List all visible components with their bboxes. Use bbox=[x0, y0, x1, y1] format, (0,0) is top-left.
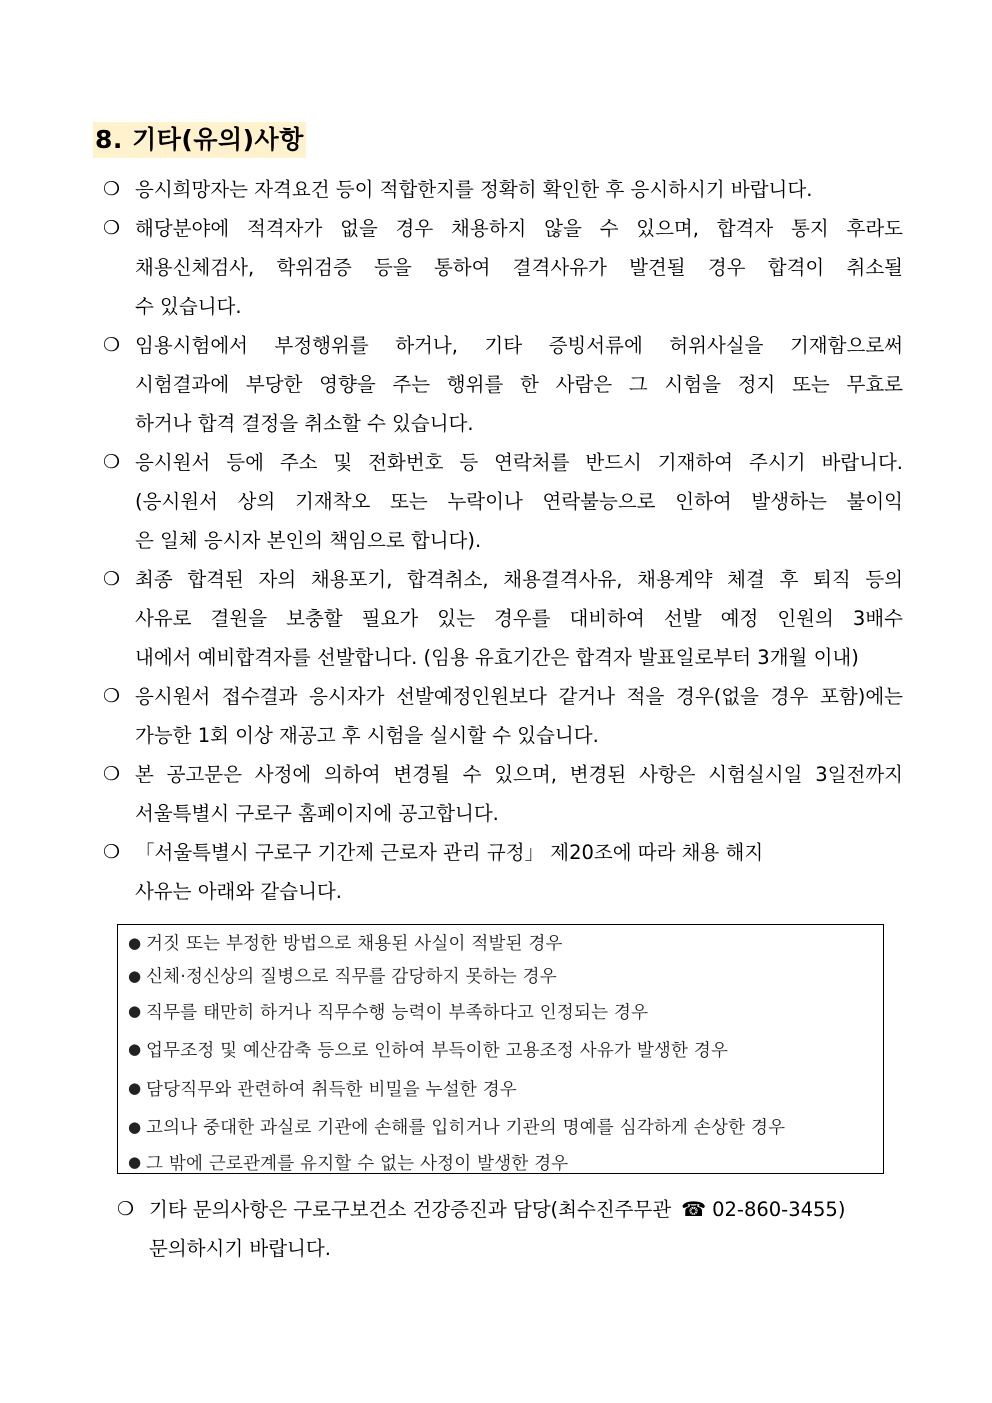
notice-item bbox=[103, 755, 903, 833]
notice-line: 임용시험에서 부정행위를 하거나, 기타 증빙서류에 허위사실을 기재함으로써 bbox=[135, 334, 903, 357]
contact-phone: 02-860-3455) bbox=[712, 1198, 846, 1221]
notice-line: 내에서 예비합격자를 선발합니다. (임용 유효기간은 합격자 발표일로부터 3개월 이내) bbox=[135, 646, 859, 669]
notice-line: 사유는 아래와 같습니다. bbox=[135, 880, 342, 903]
circle-bullet-icon: ❍ bbox=[103, 217, 121, 239]
list-item bbox=[128, 1069, 883, 1107]
notice-line: 시험결과에 부당한 영향을 주는 행위를 한 사람은 그 시험을 정지 또는 무효로 bbox=[135, 373, 903, 396]
notice-item bbox=[103, 326, 903, 443]
dot-bullet-icon: ● bbox=[128, 1117, 142, 1136]
notice-list bbox=[103, 170, 903, 911]
dot-bullet-icon: ● bbox=[128, 1002, 142, 1020]
contact-text: 기타 문의사항은 구로구보건소 건강증진과 담당(최수진주무관 bbox=[149, 1198, 672, 1221]
notice-item bbox=[103, 677, 903, 755]
notice-line: 응시원서 접수결과 응시자가 선발예정인원보다 같거나 적을 경우(없을 경우 포함)에는 bbox=[135, 685, 903, 708]
notice-line: 응시희망자는 자격요건 등이 적합한지를 정확히 확인한 후 응시하시기 바랍니다. bbox=[135, 178, 813, 201]
dot-bullet-icon: ● bbox=[128, 1040, 142, 1058]
ground-text: 직무를 태만히 하거나 직무수행 능력이 부족하다고 인정되는 경우 bbox=[146, 1002, 649, 1023]
section-title: 8. 기타(유의)사항 bbox=[93, 122, 306, 158]
notice-item bbox=[103, 170, 903, 209]
dot-bullet-icon: ● bbox=[128, 1153, 142, 1171]
notice-line: 은 일체 응시자 본인의 책임으로 합니다). bbox=[135, 529, 482, 552]
ground-text: 그 밖에 근로관계를 유지할 수 없는 사정이 발생한 경우 bbox=[146, 1153, 569, 1174]
notice-line: 수 있습니다. bbox=[135, 295, 242, 318]
dot-bullet-icon: ● bbox=[128, 1079, 142, 1097]
notice-item bbox=[103, 443, 903, 560]
list-item bbox=[128, 1107, 883, 1146]
termination-grounds-box bbox=[117, 924, 884, 1174]
notice-line: (응시원서 상의 기재착오 또는 누락이나 연락불능으로 인하여 발생하는 불이익 bbox=[135, 490, 903, 513]
list-item bbox=[128, 925, 883, 958]
notice-item bbox=[103, 560, 903, 677]
circle-bullet-icon: ❍ bbox=[103, 685, 121, 707]
contact-item bbox=[117, 1190, 897, 1268]
ground-text: 거짓 또는 부정한 방법으로 채용된 사실이 적발된 경우 bbox=[146, 934, 563, 954]
notice-line: 최종 합격된 자의 채용포기, 합격취소, 채용결격사유, 채용계약 체결 후 퇴직 등의 bbox=[135, 568, 903, 591]
circle-bullet-icon: ❍ bbox=[103, 841, 121, 863]
notice-line: 하거나 합격 결정을 취소할 수 있습니다. bbox=[135, 412, 474, 435]
notice-line: 서울특별시 구로구 홈페이지에 공고합니다. bbox=[135, 802, 499, 825]
notice-line: 채용신체검사, 학위검증 등을 통하여 결격사유가 발견될 경우 합격이 취소될 bbox=[135, 256, 903, 279]
ground-text: 신체·정신상의 질병으로 직무를 감당하지 못하는 경우 bbox=[146, 967, 557, 987]
list-item bbox=[128, 993, 883, 1029]
dot-bullet-icon: ● bbox=[128, 933, 142, 952]
notice-line: 응시원서 등에 주소 및 전화번호 등 연락처를 반드시 기재하여 주시기 바랍니다. bbox=[135, 451, 903, 474]
circle-bullet-icon: ❍ bbox=[103, 763, 121, 785]
notice-line: 해당분야에 적격자가 없을 경우 채용하지 않을 수 있으며, 합격자 통지 후라도 bbox=[135, 217, 903, 240]
ground-text: 담당직무와 관련하여 취득한 비밀을 누설한 경우 bbox=[146, 1079, 517, 1100]
contact-text-2: 문의하시기 바랍니다. bbox=[149, 1237, 331, 1260]
notice-item bbox=[103, 833, 903, 911]
circle-bullet-icon: ❍ bbox=[103, 334, 121, 356]
notice-line: 본 공고문은 사정에 의하여 변경될 수 있으며, 변경된 사항은 시험실시일 3일전까지 bbox=[135, 763, 903, 786]
list-item bbox=[128, 1146, 883, 1178]
ground-text: 고의나 중대한 과실로 기관에 손해를 입히거나 기관의 명예를 심각하게 손상한 경우 bbox=[146, 1118, 786, 1138]
list-item bbox=[128, 958, 883, 993]
ground-text: 업무조정 및 예산감축 등으로 인하여 부득이한 고용조정 사유가 발생한 경우 bbox=[146, 1040, 729, 1061]
telephone-icon: ☎ bbox=[681, 1197, 707, 1221]
dot-bullet-icon: ● bbox=[128, 966, 142, 985]
circle-bullet-icon: ❍ bbox=[103, 178, 121, 200]
circle-bullet-icon: ❍ bbox=[117, 1198, 135, 1220]
list-item bbox=[128, 1029, 883, 1069]
notice-item bbox=[103, 209, 903, 326]
notice-line: 사유로 결원을 보충할 필요가 있는 경우를 대비하여 선발 예정 인원의 3배수 bbox=[135, 607, 903, 630]
circle-bullet-icon: ❍ bbox=[103, 451, 121, 473]
circle-bullet-icon: ❍ bbox=[103, 568, 121, 590]
notice-line: 「서울특별시 구로구 기간제 근로자 관리 규정」 제20조에 따라 채용 해지 bbox=[135, 841, 764, 864]
notice-line: 가능한 1회 이상 재공고 후 시험을 실시할 수 있습니다. bbox=[135, 724, 599, 747]
